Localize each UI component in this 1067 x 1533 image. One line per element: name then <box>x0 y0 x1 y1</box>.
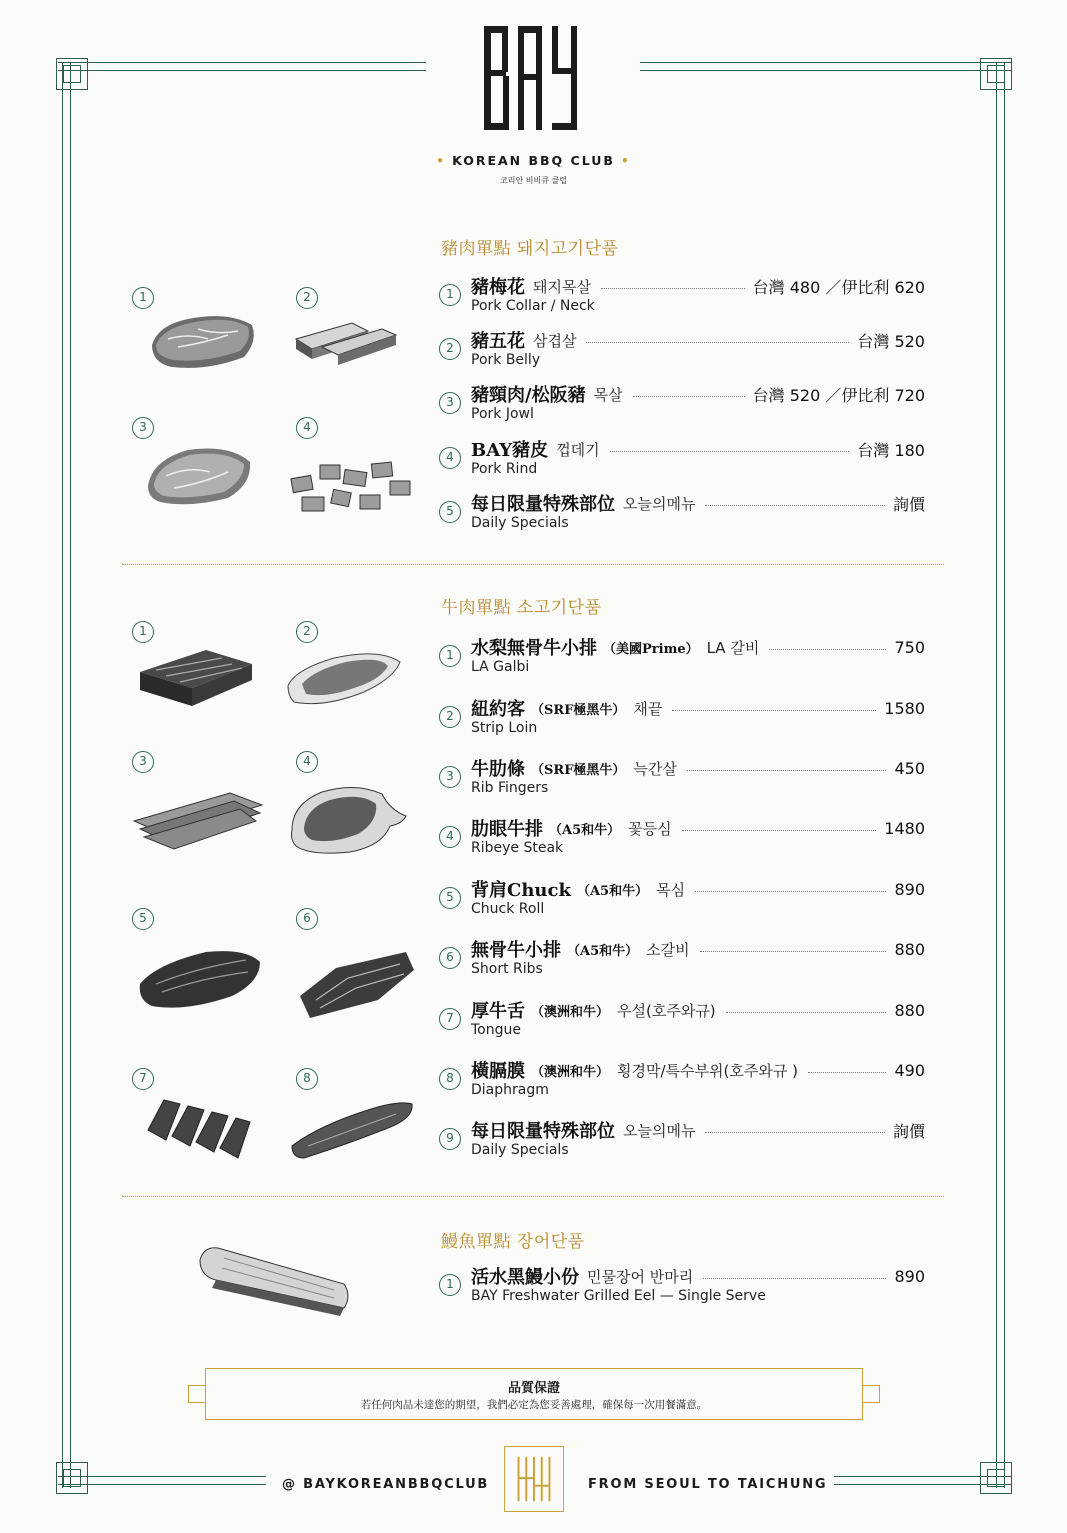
strip-loin-illustration <box>284 640 404 712</box>
eel-illustration <box>194 1240 354 1320</box>
pork-jowl-illustration <box>144 440 256 510</box>
pic-number: 3 <box>132 751 154 773</box>
frame-top-left-2 <box>58 70 426 71</box>
item-name-kr: 껍데기 <box>556 440 600 459</box>
pic-number: 8 <box>296 1068 318 1090</box>
item-grade: （美國Prime） <box>603 641 699 657</box>
item-name-kr: 꽃등심 <box>628 819 672 838</box>
menu-item <box>439 1266 925 1324</box>
frame-bottom-left-2 <box>58 1476 266 1477</box>
pork-collar-illustration <box>148 305 260 375</box>
item-name-en: Tongue <box>471 1022 521 1038</box>
item-grade: （A5和牛） <box>549 822 621 838</box>
item-name-kr: 목살 <box>593 385 623 404</box>
item-number: 4 <box>439 826 461 848</box>
brand-subtitle-kr: 코리안 비비큐 클럽 <box>500 176 567 185</box>
leader-dots <box>769 649 886 650</box>
item-number: 3 <box>439 766 461 788</box>
item-name-zh: 橫膈膜 <box>471 1061 525 1082</box>
pic-number: 1 <box>132 621 154 643</box>
item-price: 1480 <box>884 818 925 838</box>
menu-item <box>439 939 925 997</box>
item-name-zh: 紐約客 <box>471 699 525 720</box>
pic-number: 2 <box>296 287 318 309</box>
diaphragm-illustration <box>288 1096 416 1162</box>
item-grade: （SRF極黑牛） <box>531 762 626 778</box>
pic-number: 1 <box>132 287 154 309</box>
item-name-en: Daily Specials <box>471 1142 569 1158</box>
quality-box-ornament <box>188 1385 206 1403</box>
pic-number: 2 <box>296 621 318 643</box>
footer-social-handle: @ BAYKOREANBBQCLUB <box>282 1477 490 1492</box>
pic-number: 4 <box>296 417 318 439</box>
bay-monogram-logo <box>504 1446 564 1512</box>
item-name-zh: BAY豬皮 <box>471 440 549 461</box>
section-divider <box>122 564 944 565</box>
item-grade: （澳洲和牛） <box>531 1004 610 1020</box>
item-price: 詢價 <box>892 494 925 514</box>
item-name-en: Ribeye Steak <box>471 840 564 856</box>
bay-logo <box>482 22 580 134</box>
item-name-kr: LA 갈비 <box>706 638 760 657</box>
item-name-en: Chuck Roll <box>471 901 545 917</box>
footer-tagline: FROM SEOUL TO TAICHUNG <box>588 1477 828 1492</box>
leader-dots <box>695 891 886 892</box>
pic-number: 7 <box>132 1068 154 1090</box>
item-name-kr: 오늘의메뉴 <box>623 1121 696 1140</box>
eel-section-title: 鰻魚單點 장어단품 <box>441 1232 585 1252</box>
leader-dots <box>705 1132 885 1133</box>
pork-rind-illustration <box>288 455 416 521</box>
item-name-zh: 活水黑鰻小份 <box>471 1267 579 1288</box>
item-price: 890 <box>894 1266 925 1286</box>
item-price: 台灣 480 ／伊比利 620 <box>752 277 925 297</box>
leader-dots <box>633 396 745 397</box>
item-grade: （澳洲和牛） <box>531 1064 610 1080</box>
beef-section-title: 牛肉單點 소고기단품 <box>441 598 602 618</box>
item-name-zh: 豬頸肉/松阪豬 <box>471 385 586 406</box>
item-number: 6 <box>439 947 461 969</box>
item-name-en: Strip Loin <box>471 720 538 736</box>
item-grade: （A5和牛） <box>576 883 649 899</box>
ribeye-illustration <box>286 780 410 860</box>
corner-ornament <box>980 58 1012 90</box>
item-number: 3 <box>439 392 461 414</box>
item-name-zh: 肋眼牛排 <box>471 819 543 840</box>
leader-dots <box>705 505 885 506</box>
frame-top-right <box>640 62 1012 63</box>
item-name-en: Pork Rind <box>471 461 538 477</box>
quality-box-ornament <box>862 1385 880 1403</box>
leader-dots <box>601 288 745 289</box>
frame-top-left <box>58 62 426 63</box>
leader-dots <box>672 710 876 711</box>
item-number: 7 <box>439 1008 461 1030</box>
corner-ornament <box>980 1462 1012 1494</box>
item-name-zh: 每日限量特殊部位 <box>471 1121 615 1142</box>
chuck-roll-illustration <box>136 944 264 1014</box>
frame-bottom-left <box>58 1484 266 1485</box>
la-galbi-illustration <box>136 640 256 712</box>
menu-item <box>439 758 925 816</box>
leader-dots <box>610 451 850 452</box>
menu-item <box>439 698 925 756</box>
item-name-zh: 牛肋條 <box>471 759 525 780</box>
menu-item <box>439 1121 925 1178</box>
pork-section-title: 豬肉單點 돼지고기단품 <box>441 239 619 259</box>
item-name-kr: 우설(호주와규) <box>617 1001 716 1020</box>
leader-dots <box>726 1012 887 1013</box>
leader-dots <box>700 951 887 952</box>
item-number: 1 <box>439 645 461 667</box>
item-price: 450 <box>894 758 925 778</box>
item-price: 750 <box>894 637 925 657</box>
item-name-en: Rib Fingers <box>471 780 549 796</box>
pork-belly-illustration <box>292 305 404 375</box>
item-name-zh: 豬五花 <box>471 331 525 352</box>
leader-dots <box>586 342 849 343</box>
item-name-kr: 오늘의메뉴 <box>623 494 696 513</box>
quality-title: 品質保證 <box>507 1381 560 1396</box>
corner-ornament <box>56 1462 88 1494</box>
item-name-kr: 삼겹살 <box>533 331 577 350</box>
item-grade: （A5和牛） <box>567 943 639 959</box>
item-number: 9 <box>439 1128 461 1150</box>
rib-fingers-illustration <box>130 785 266 855</box>
item-price: 880 <box>894 939 925 959</box>
frame-top-right-2 <box>640 70 1012 71</box>
item-number: 5 <box>439 501 461 523</box>
item-number: 2 <box>439 338 461 360</box>
item-name-en: Diaphragm <box>471 1082 549 1098</box>
brand-subtitle: • KOREAN BBQ CLUB • <box>436 153 631 168</box>
item-price: 台灣 180 <box>857 440 925 460</box>
item-name-en: Short Ribs <box>471 961 543 977</box>
menu-item <box>439 385 925 442</box>
item-number: 8 <box>439 1068 461 1090</box>
item-name-en: Pork Belly <box>471 352 541 368</box>
menu-item <box>439 1060 925 1118</box>
item-name-zh: 每日限量特殊部位 <box>471 494 615 515</box>
item-name-zh: 豬梅花 <box>471 277 525 298</box>
leader-dots <box>703 1278 886 1279</box>
pic-number: 4 <box>296 751 318 773</box>
item-name-kr: 돼지목살 <box>533 277 591 296</box>
quality-guarantee-box <box>205 1368 863 1420</box>
tongue-illustration <box>142 1092 254 1164</box>
pic-number: 3 <box>132 417 154 439</box>
item-number: 2 <box>439 706 461 728</box>
item-price: 880 <box>894 1000 925 1020</box>
item-name-kr: 소갈비 <box>646 940 690 959</box>
short-ribs-illustration <box>296 944 420 1024</box>
item-name-kr: 늑간살 <box>633 759 677 778</box>
section-divider <box>122 1196 944 1197</box>
quality-text: 若任何肉品未達您的期望，我們必定為您妥善處理，確保每一次用餐滿意。 <box>360 1399 708 1411</box>
item-name-zh: 水梨無骨牛小排 <box>471 638 597 659</box>
item-name-zh: 無骨牛小排 <box>471 940 561 961</box>
item-name-kr: 목심 <box>656 880 686 899</box>
frame-left-2 <box>70 62 71 1488</box>
item-name-en: Pork Jowl <box>471 406 534 422</box>
item-number: 5 <box>439 887 461 909</box>
menu-item <box>439 494 925 551</box>
item-price: 台灣 520 <box>857 331 925 351</box>
item-price: 1580 <box>884 698 925 718</box>
item-number: 4 <box>439 447 461 469</box>
pic-number: 5 <box>132 908 154 930</box>
item-number: 1 <box>439 1274 461 1296</box>
item-name-en: LA Galbi <box>471 659 530 675</box>
leader-dots <box>682 830 877 831</box>
menu-item <box>439 637 925 695</box>
item-grade: （SRF極黑牛） <box>531 702 626 718</box>
item-name-kr: 민물장어 반마리 <box>587 1267 694 1286</box>
menu-item <box>439 879 925 937</box>
frame-left <box>62 62 63 1488</box>
item-name-zh: 厚牛舌 <box>471 1001 525 1022</box>
menu-item <box>439 1000 925 1058</box>
frame-right <box>1004 62 1005 1488</box>
item-name-en: Daily Specials <box>471 515 569 531</box>
menu-item <box>439 818 925 876</box>
leader-dots <box>808 1072 887 1073</box>
item-price: 890 <box>894 879 925 899</box>
item-name-zh: 背肩Chuck <box>471 880 571 901</box>
item-name-kr: 횡경막/특수부위(호주와규 ) <box>617 1061 798 1080</box>
item-name-en: Pork Collar / Neck <box>471 298 595 314</box>
item-price: 490 <box>894 1060 925 1080</box>
item-price: 詢價 <box>892 1121 925 1141</box>
item-name-en: BAY Freshwater Grilled Eel — Single Serve <box>471 1288 766 1304</box>
frame-right-2 <box>996 62 997 1488</box>
item-price: 台灣 520 ／伊比利 720 <box>752 385 925 405</box>
corner-ornament <box>56 58 88 90</box>
leader-dots <box>687 770 887 771</box>
item-name-kr: 채끝 <box>633 699 663 718</box>
pic-number: 6 <box>296 908 318 930</box>
item-number: 1 <box>439 284 461 306</box>
